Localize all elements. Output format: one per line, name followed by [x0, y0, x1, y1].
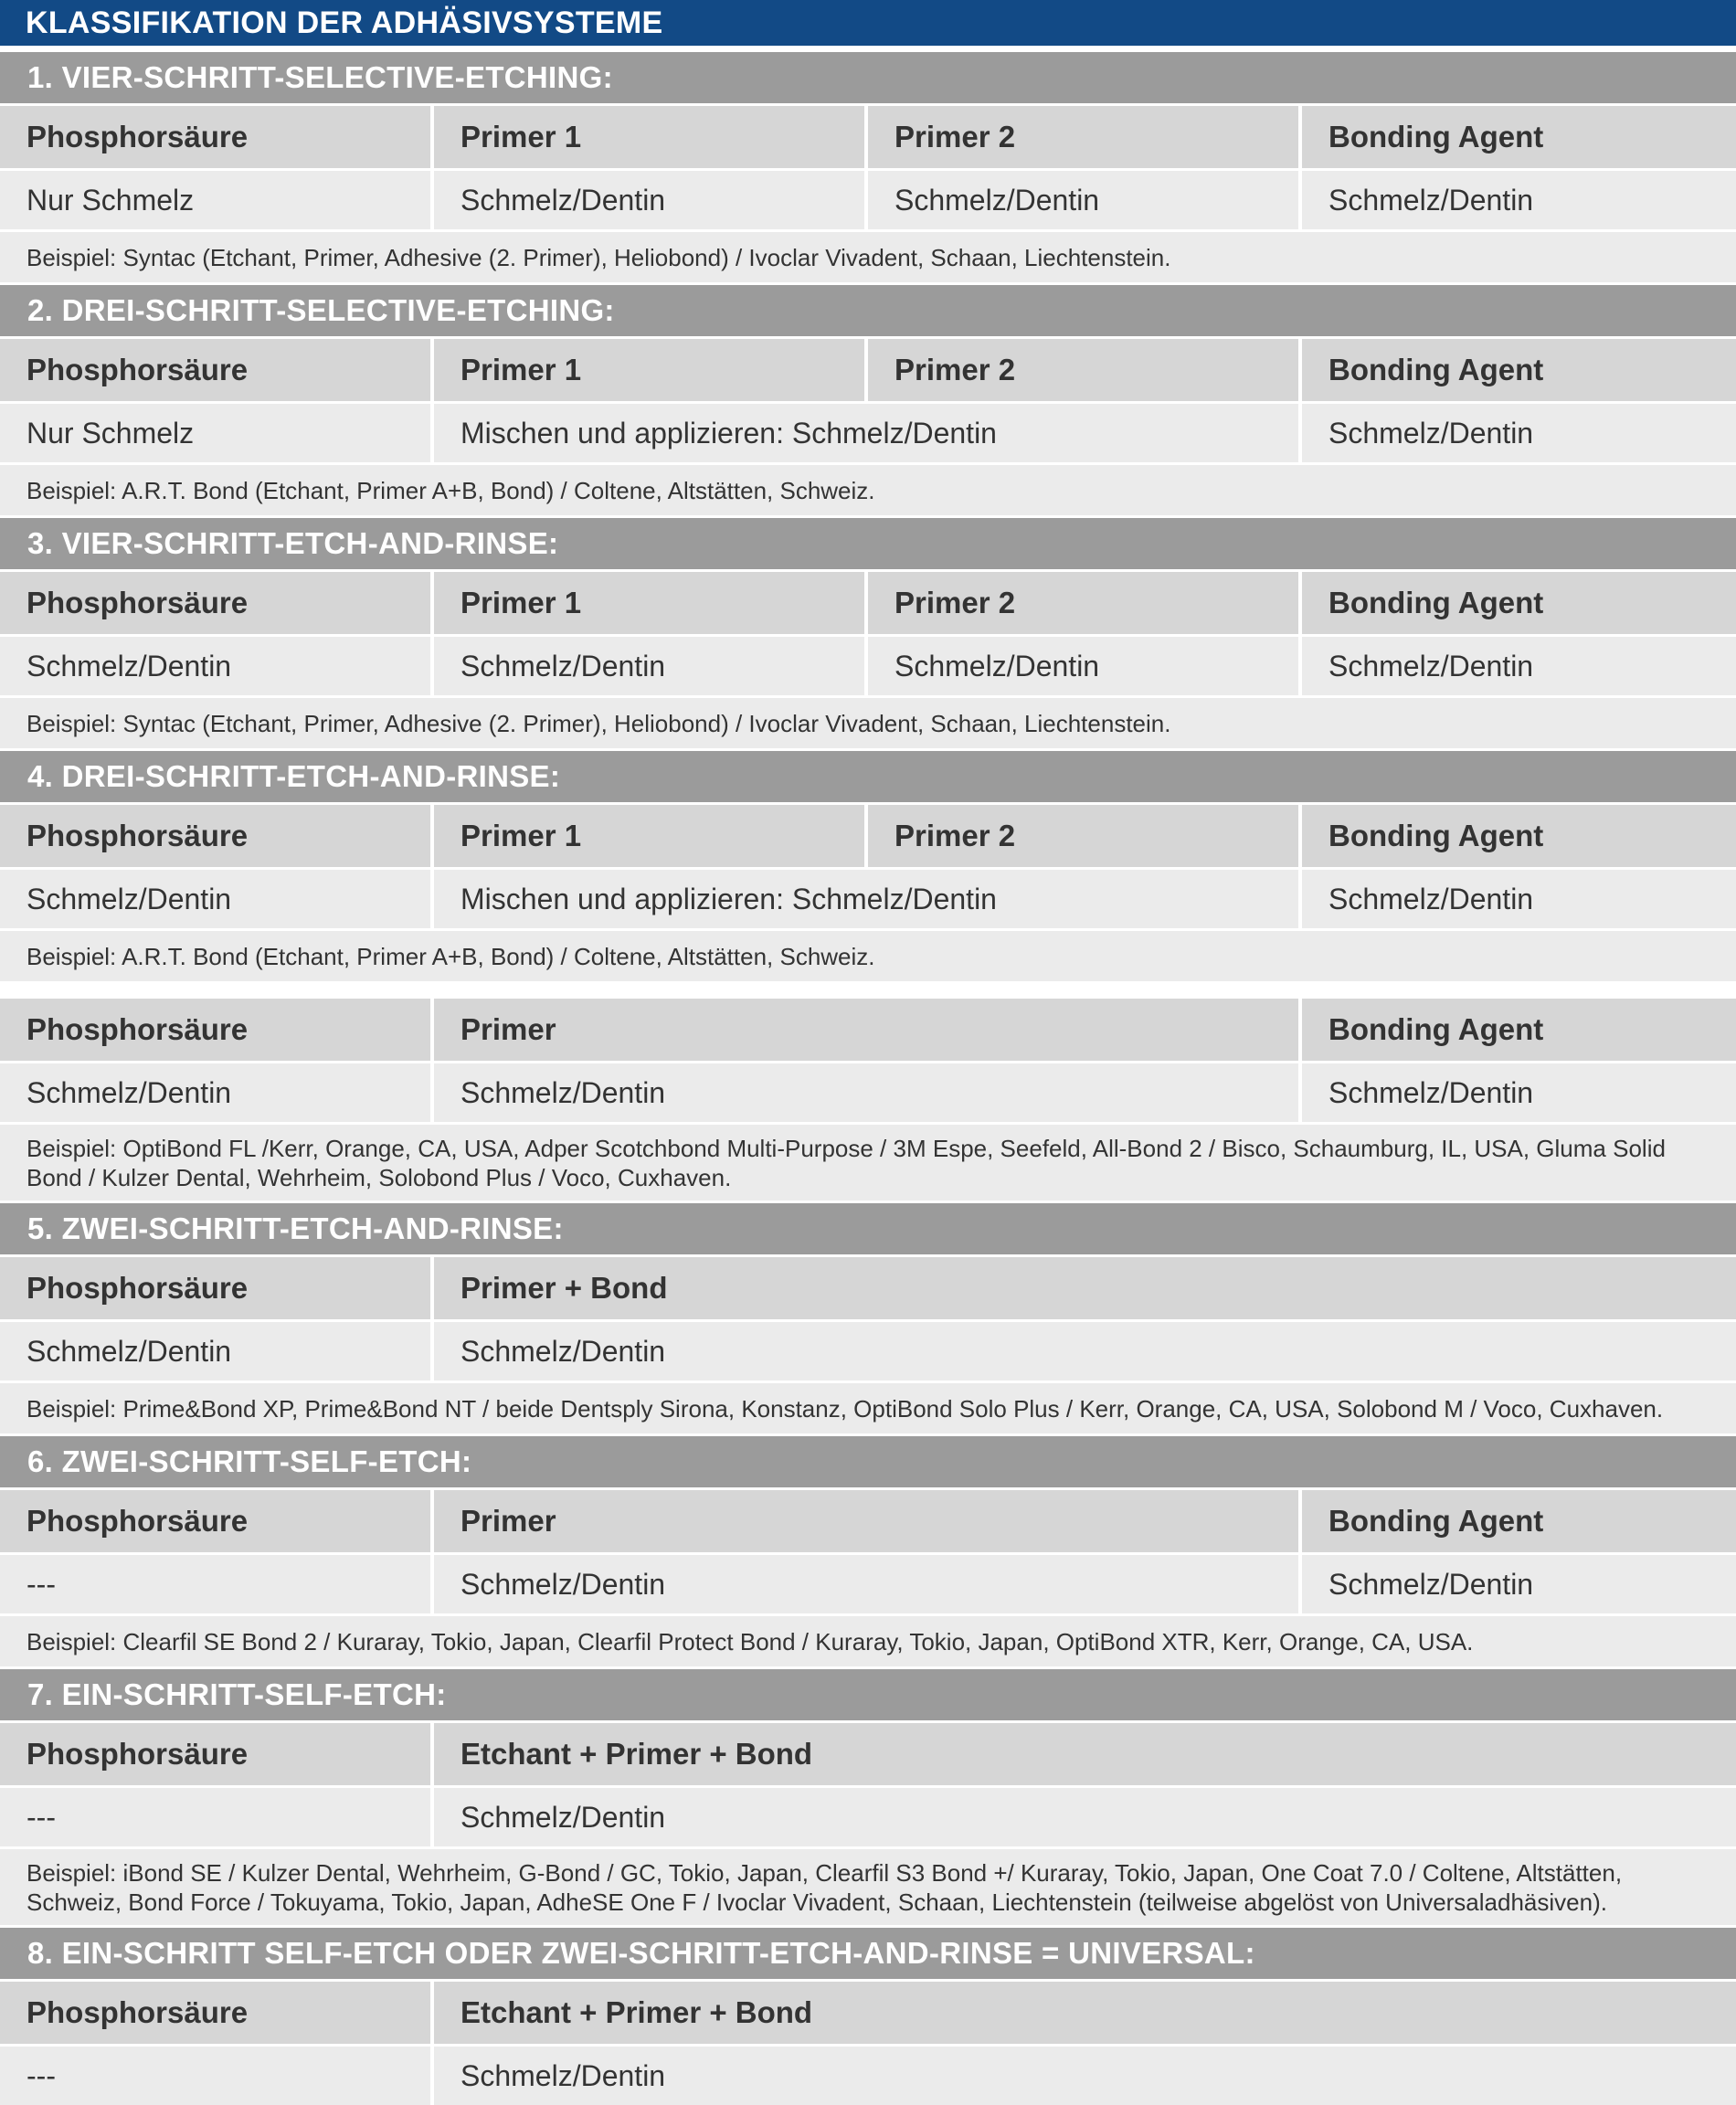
section-3-value-row [0, 634, 1736, 695]
section-4-spacer [0, 981, 1736, 996]
column-header: Primer [434, 1490, 1302, 1552]
column-header: Primer [434, 999, 1302, 1061]
section-1-head-row [0, 103, 1736, 168]
column-header: Phosphorsäure [0, 1982, 434, 2044]
section-2-value-row [0, 401, 1736, 462]
column-header: Etchant + Primer + Bond [460, 1995, 813, 2029]
column-header: Phosphorsäure [0, 106, 434, 168]
section-4-value-row [0, 867, 1736, 928]
column-header: Bonding Agent [1328, 586, 1544, 619]
column-header: Primer 2 [868, 805, 1302, 867]
table-cell: Schmelz/Dentin [434, 637, 868, 695]
column-header: Primer 1 [434, 572, 868, 634]
column-header: Phosphorsäure [0, 805, 434, 867]
column-header: Phosphorsäure [0, 1723, 434, 1785]
section-2-head-row [0, 336, 1736, 401]
section-6-value-row [0, 1552, 1736, 1613]
table-cell: Schmelz/Dentin [1328, 1567, 1534, 1601]
table-cell: --- [0, 2047, 434, 2105]
table-cell: Schmelz/Dentin [460, 1334, 666, 1368]
section-2-example: Beispiel: A.R.T. Bond (Etchant, Primer A+B, Bond) / Coltene, Altstätten, Schweiz. [0, 462, 1736, 515]
table-cell: Schmelz/Dentin [434, 1555, 1302, 1613]
section-7-head-row [0, 1720, 1736, 1785]
table-cell: Schmelz/Dentin [1328, 882, 1534, 915]
section-7-header: 7. EIN-SCHRITT-SELF-ETCH: [0, 1666, 1736, 1720]
section-8-value-row [0, 2044, 1736, 2105]
section-7-example: Beispiel: iBond SE / Kulzer Dental, Wehrheim, G-Bond / GC, Tokio, Japan, Clearfil S3 Bond +/ Kuraray, Tokio, Japan, One Coat 7.0 / Coltene, Altstätten, Schweiz, Bond Force / Tokuyama, Tokio, Japan, AdheSE One F / Ivoclar Vivadent, Schaan, Liechtenstein (teilweise abgelöst von Universaladhäsiven). [0, 1846, 1736, 1925]
section-4-head-row [0, 802, 1736, 867]
table-cell: Schmelz/Dentin [868, 637, 1302, 695]
table-cell-merged: Mischen und applizieren: Schmelz/Dentin [434, 404, 1302, 462]
section-4b-head-row [0, 996, 1736, 1061]
section-1-header: 1. VIER-SCHRITT-SELECTIVE-ETCHING: [0, 49, 1736, 103]
section-4b-value-row [0, 1061, 1736, 1122]
section-5-header: 5. ZWEI-SCHRITT-ETCH-AND-RINSE: [0, 1201, 1736, 1254]
column-header: Phosphorsäure [0, 1490, 434, 1552]
table-cell: Schmelz/Dentin [434, 171, 868, 229]
column-header: Phosphorsäure [0, 339, 434, 401]
section-4-header: 4. DREI-SCHRITT-ETCH-AND-RINSE: [0, 748, 1736, 802]
table-cell: --- [0, 1788, 434, 1846]
column-header: Primer 2 [868, 339, 1302, 401]
section-5-value-row [0, 1319, 1736, 1380]
section-5-head-row [0, 1254, 1736, 1319]
table-cell: Schmelz/Dentin [0, 1063, 434, 1122]
column-header: Bonding Agent [1328, 1504, 1544, 1538]
section-3-head-row [0, 569, 1736, 634]
section-6-head-row [0, 1487, 1736, 1552]
table-cell: Schmelz/Dentin [1328, 183, 1534, 217]
table-cell: Schmelz/Dentin [1328, 1075, 1534, 1109]
section-5-example: Beispiel: Prime&Bond XP, Prime&Bond NT / beide Dentsply Sirona, Konstanz, OptiBond Solo Plus / Kerr, Orange, CA, USA, Solobond M / Voco, Cuxhaven. [0, 1380, 1736, 1433]
table-cell: Schmelz/Dentin [434, 1063, 1302, 1122]
table-cell: Schmelz/Dentin [460, 2058, 666, 2092]
section-3-header: 3. VIER-SCHRITT-ETCH-AND-RINSE: [0, 515, 1736, 569]
column-header: Phosphorsäure [0, 1257, 434, 1319]
table-cell: Schmelz/Dentin [1328, 416, 1534, 450]
table-title: KLASSIFIKATION DER ADHÄSIVSYSTEME [0, 0, 1736, 49]
section-1-example: Beispiel: Syntac (Etchant, Primer, Adhesive (2. Primer), Heliobond) / Ivoclar Vivadent, Schaan, Liechtenstein. [0, 229, 1736, 282]
section-7-value-row [0, 1785, 1736, 1846]
column-header: Etchant + Primer + Bond [460, 1737, 813, 1771]
table-cell: Schmelz/Dentin [868, 171, 1302, 229]
section-8-head-row [0, 1979, 1736, 2044]
column-header: Primer 2 [868, 572, 1302, 634]
section-3-example: Beispiel: Syntac (Etchant, Primer, Adhesive (2. Primer), Heliobond) / Ivoclar Vivadent, Schaan, Liechtenstein. [0, 695, 1736, 748]
table-cell: Schmelz/Dentin [0, 637, 434, 695]
section-4b-example: Beispiel: OptiBond FL /Kerr, Orange, CA, USA, Adper Scotchbond Multi-Purpose / 3M Espe, Seefeld, All-Bond 2 / Bisco, Schaumburg, IL, USA, Gluma Solid Bond / Kulzer Dental, Wehrheim, Solobond Plus / Voco, Cuxhaven. [0, 1122, 1736, 1201]
section-6-header: 6. ZWEI-SCHRITT-SELF-ETCH: [0, 1433, 1736, 1487]
column-header: Phosphorsäure [0, 999, 434, 1061]
section-6-example: Beispiel: Clearfil SE Bond 2 / Kuraray, Tokio, Japan, Clearfil Protect Bond / Kuraray, Tokio, Japan, OptiBond XTR, Kerr, Orange, CA, USA. [0, 1613, 1736, 1666]
table-cell: --- [0, 1555, 434, 1613]
section-1-value-row [0, 168, 1736, 229]
table-cell: Nur Schmelz [0, 404, 434, 462]
table-cell: Schmelz/Dentin [0, 870, 434, 928]
table-cell: Schmelz/Dentin [460, 1800, 666, 1834]
column-header: Bonding Agent [1328, 1012, 1544, 1046]
column-header: Primer 1 [434, 805, 868, 867]
column-header: Phosphorsäure [0, 572, 434, 634]
column-header: Primer 1 [434, 106, 868, 168]
table-cell-merged: Mischen und applizieren: Schmelz/Dentin [434, 870, 1302, 928]
table-cell: Nur Schmelz [0, 171, 434, 229]
column-header: Bonding Agent [1328, 353, 1544, 386]
column-header: Primer + Bond [460, 1271, 668, 1305]
section-2-header: 2. DREI-SCHRITT-SELECTIVE-ETCHING: [0, 282, 1736, 336]
table-cell: Schmelz/Dentin [0, 1322, 434, 1380]
table-cell: Schmelz/Dentin [1328, 649, 1534, 682]
column-header: Bonding Agent [1328, 120, 1544, 153]
column-header: Primer 2 [868, 106, 1302, 168]
column-header: Primer 1 [434, 339, 868, 401]
column-header: Bonding Agent [1328, 819, 1544, 852]
section-4-example: Beispiel: A.R.T. Bond (Etchant, Primer A+B, Bond) / Coltene, Altstätten, Schweiz. [0, 928, 1736, 981]
section-8-header: 8. EIN-SCHRITT SELF-ETCH ODER ZWEI-SCHRITT-ETCH-AND-RINSE = UNIVERSAL: [0, 1925, 1736, 1979]
